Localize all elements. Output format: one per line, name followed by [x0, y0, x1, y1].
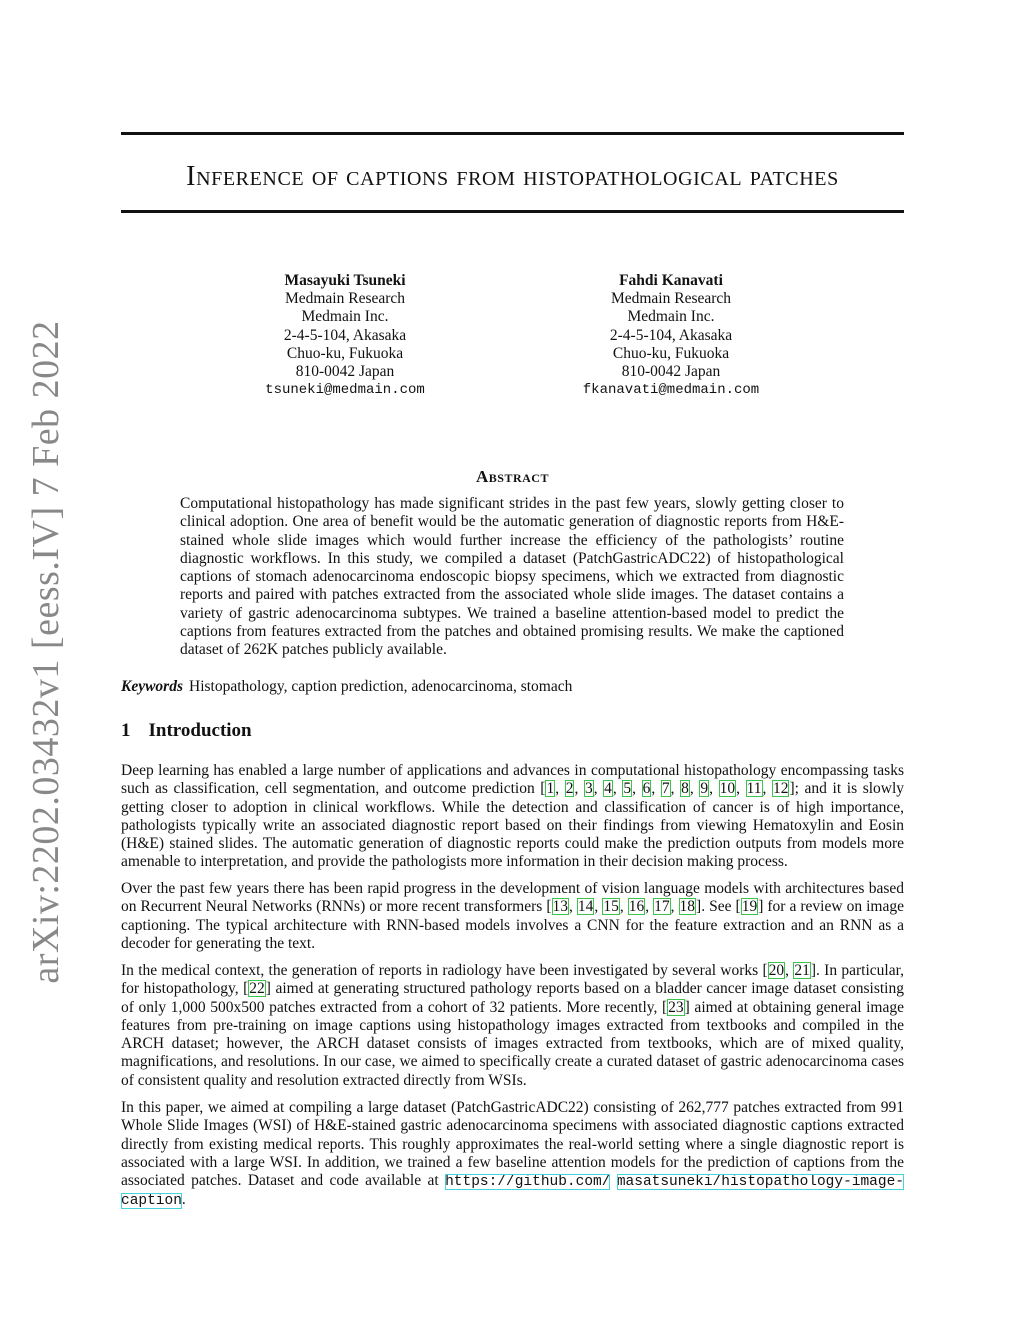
- citation-link[interactable]: 15: [603, 898, 619, 916]
- author-address: 810-0042 Japan: [621, 363, 721, 381]
- citation-link[interactable]: 12: [772, 780, 789, 798]
- citation-link[interactable]: 18: [679, 898, 696, 916]
- citation-link[interactable]: 6: [642, 780, 651, 798]
- paragraph-text: In this paper, we aimed at compiling a large dataset (PatchGastricADC22) consisting of 262,777 patches extracted from 991 Whole Slide Images (WSI) of H&E-stained gastric adenocarcinoma specimens with associated diagnostic captions extracted directly from existing medical reports. This roughly approximates the real-world setting where a single diagnostic report is associated with a large WSI. In addition, we trained a few baseline attention models for the prediction of captions from the associated patches. Dataset and code available at: [121, 1099, 904, 1190]
- keywords-line: [121, 678, 904, 696]
- keywords-text: Histopathology, caption prediction, adenocarcinoma, stomach: [189, 678, 573, 695]
- author-name: Fahdi Kanavati: [619, 272, 723, 289]
- citation-link[interactable]: 20: [768, 962, 785, 979]
- paragraph-text: ]; and it is slowly getting closer to adoption in clinical workflows. While the detection and classification of cancer is of high importance, pathologists typically write an associated diagnostic report based on their findings from viewing Hematoxylin and Eosin (H&E) stained slides. The automatic generation of diagnostic reports could make the prediction outputs from models more amenable to interpretation, and provide the pathologists more information in their decision making process.: [121, 780, 905, 871]
- citation-link[interactable]: 11: [746, 780, 762, 798]
- citation-link[interactable]: 8: [681, 780, 689, 798]
- author-email: tsuneki@medmain.com: [265, 382, 425, 399]
- author-block: [195, 272, 495, 399]
- citation-link[interactable]: 4: [604, 780, 612, 798]
- citation-link[interactable]: 23: [668, 998, 684, 1016]
- abstract-heading: Abstract: [476, 467, 549, 486]
- title-rule-bottom: [121, 210, 904, 213]
- paper-title: Inference of captions from histopathological patches: [186, 161, 839, 192]
- section-title: Introduction: [148, 720, 252, 741]
- section-number: 1: [121, 720, 131, 741]
- citation-link[interactable]: 3: [584, 780, 593, 798]
- author-email: fkanavati@medmain.com: [582, 382, 760, 399]
- author-affiliation: Medmain Inc.: [301, 308, 389, 326]
- github-url-link[interactable]: masatsuneki/histopathology-image-caption: [121, 1174, 904, 1210]
- author-affiliation: Medmain Research: [284, 290, 406, 308]
- section-heading: [121, 720, 252, 742]
- paragraph-text: .: [181, 1191, 186, 1209]
- paragraph-text: ]. In particular, for histopathology, [: [121, 962, 904, 998]
- abstract-text: Computational histopathology has made significant strides in the past few years, slowly getting closer to clinical adoption. One area of benefit would be the automatic generation of diagnostic reports from H&E-stained whole slide images which would further increase the efficiency of the pathologists’ routine diagnostic workflows. In this study, we compiled a dataset (PatchGastricADC22) of histopathological captions of stomach adenocarcinoma endoscopic biopsy specimens, which we extracted from diagnostic reports and paired with patches extracted from the associated whole slide images. The dataset contains a variety of gastric adenocarcinoma subtypes. We trained a baseline attention-based model to predict the captions from features extracted from the patches and obtained promising results. We make the captioned dataset of 262K patches publicly available.: [180, 495, 844, 659]
- paragraph-text: ] for a review on image captioning. The typical architecture with RNN-based models involves a CNN for the feature extraction and an RNN as a decoder for generating the text.: [121, 898, 904, 952]
- github-url-link[interactable]: https://github.com/: [445, 1174, 611, 1191]
- paragraph-text: ] aimed at obtaining general image features from pre-training on image captions using histopathology images extracted from textbooks and compiled in the ARCH dataset; however, the ARCH dataset consists of images extracted from textbooks, which are of mixed quality, magnifications, and resolutions. In our case, we aimed to specifically create a curated dataset of gastric adenocarcinoma cases of consistent quality and resolution extracted directly from WSIs.: [121, 998, 905, 1089]
- author-name: Masayuki Tsuneki: [284, 272, 406, 289]
- intro-paragraph-3: In the medical context, the generation of reports in radiology have been investigated by several works [20, 21]. In particular, for histopathology, [22] aimed at generating structured pathology reports based on a bladder cancer image dataset consisting of only 1,000 500x500 patches extracted from a cohort of 32 patients. More recently, [23] aimed at obtaining general image features from pre-training on image captions using histopathology images extracted from textbooks and compiled in the ARCH dataset; however, the ARCH dataset consists of images extracted from textbooks, which are of mixed quality, magnifications, and resolutions. In our case, we aimed to specifically create a curated dataset of gastric adenocarcinoma cases of consistent quality and resolution extracted directly from WSIs.: [121, 962, 905, 1089]
- author-block: [521, 272, 821, 399]
- title-rule-top: [121, 132, 904, 135]
- intro-paragraph-1: Deep learning has enabled a large number of applications and advances in computational histopathology encompassing tasks such as classification, cell segmentation, and outcome prediction [1, 2, 3, 4, 5, 6, 7, 8, 9, 10, 11, 12]; and it is slowly getting closer to adoption in clinical workflows. While the detection and classification of cancer is of high importance, pathologists typically write an associated diagnostic report based on their findings from viewing Hematoxylin and Eosin (H&E) stained slides. The automatic generation of diagnostic reports could make the prediction outputs from models more amenable to interpretation, and provide the pathologists more information in their decision making process.: [121, 762, 905, 871]
- paragraph-text: Over the past few years there has been rapid progress in the development of vision language models with architectures based on Recurrent Neural Networks (RNNs) or more recent transformers [: [121, 880, 904, 916]
- author-address: 810-0042 Japan: [295, 363, 395, 381]
- arxiv-identifier: arXiv:2202.03432v1 [eess.IV] 7 Feb 2022: [25, 320, 67, 984]
- paragraph-text: ] aimed at generating structured pathology reports based on a bladder cancer image dataset consisting of only 1,000 500x500 patches extracted from a cohort of 32 patients. More recently, [: [121, 980, 904, 1016]
- citation-link[interactable]: 7: [661, 780, 670, 798]
- citation-link[interactable]: 1: [546, 780, 555, 798]
- paragraph-text: ]. See [: [696, 898, 741, 916]
- paragraph-text: In the medical context, the generation of reports in radiology have been investigated by several works [: [121, 962, 768, 979]
- citation-link[interactable]: 21: [794, 962, 810, 979]
- author-address: Chuo-ku, Fukuoka: [612, 344, 730, 362]
- paragraph-text: Deep learning has enabled a large number of applications and advances in computational histopathology encompassing tasks such as classification, cell segmentation, and outcome prediction [: [121, 762, 904, 798]
- citation-link[interactable]: 2: [565, 780, 574, 798]
- citation-link[interactable]: 19: [741, 898, 758, 916]
- author-address: 2-4-5-104, Akasaka: [609, 326, 733, 344]
- citation-link[interactable]: 9: [700, 780, 709, 798]
- citation-link[interactable]: 17: [654, 898, 670, 916]
- citation-link[interactable]: 16: [628, 898, 645, 916]
- author-address: 2-4-5-104, Akasaka: [283, 326, 407, 344]
- citation-link[interactable]: 14: [577, 898, 594, 916]
- intro-paragraph-4: [121, 1099, 904, 1211]
- author-address: Chuo-ku, Fukuoka: [286, 344, 404, 362]
- citation-link[interactable]: 22: [249, 980, 265, 998]
- intro-paragraph-2: Over the past few years there has been rapid progress in the development of vision language models with architectures based on Recurrent Neural Networks (RNNs) or more recent transformers [13, 14, 15, 16, 17, 18]. See [19] for a review on image captioning. The typical architecture with RNN-based models involves a CNN for the feature extraction and an RNN as a decoder for generating the text.: [121, 880, 904, 952]
- citation-link[interactable]: 10: [719, 780, 736, 798]
- keywords-label: Keywords: [121, 678, 183, 695]
- author-affiliation: Medmain Research: [610, 290, 732, 308]
- citation-link[interactable]: 13: [552, 898, 569, 916]
- citation-link[interactable]: 5: [623, 780, 632, 798]
- author-affiliation: Medmain Inc.: [627, 308, 715, 326]
